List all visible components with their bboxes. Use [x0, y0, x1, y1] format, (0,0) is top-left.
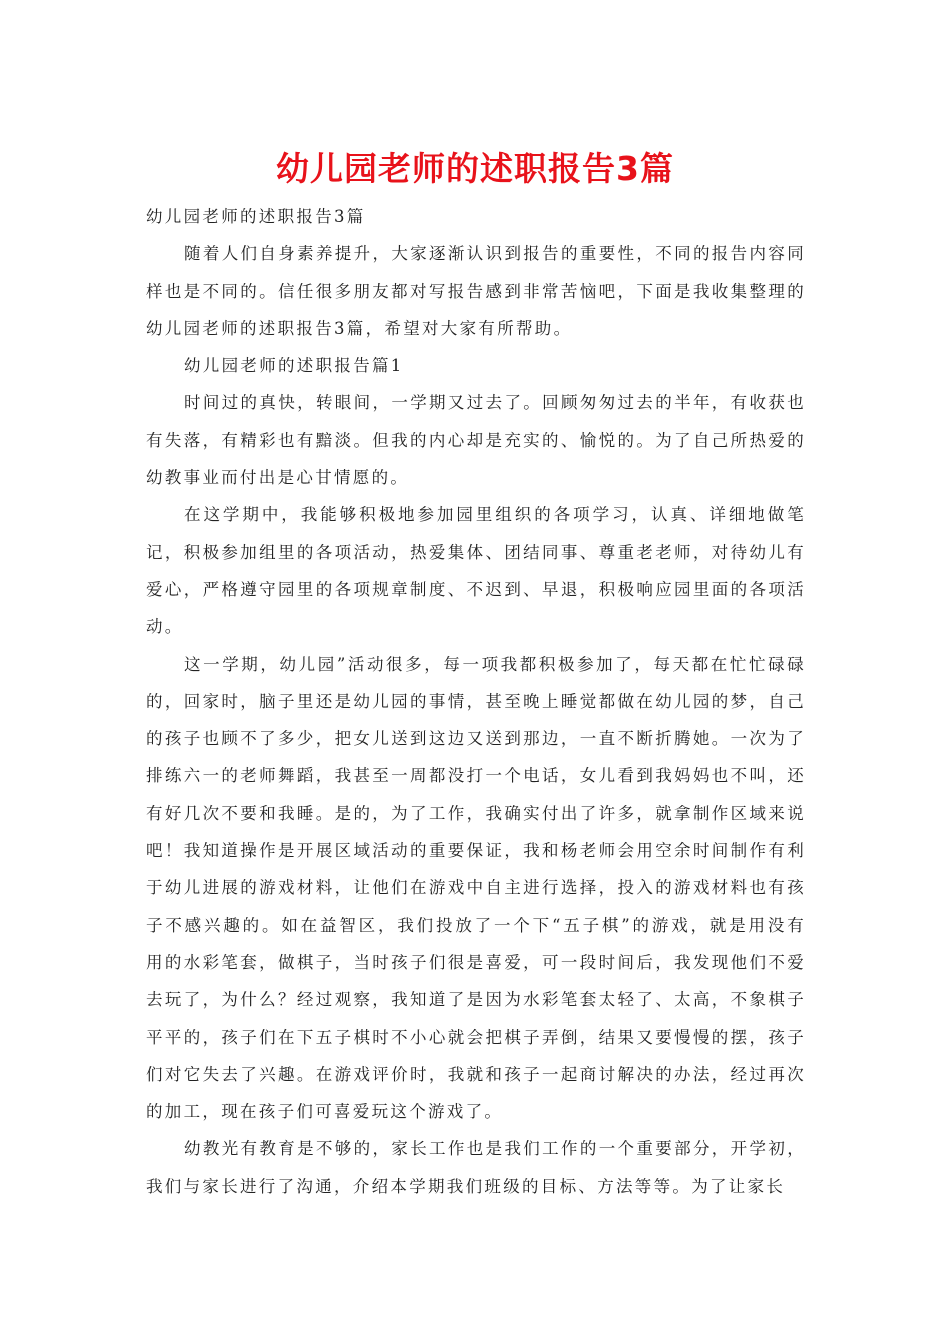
document-subtitle: 幼儿园老师的述职报告3篇 [146, 207, 366, 226]
intro-paragraph: 随着人们自身素养提升，大家逐渐认识到报告的重要性，不同的报告内容同样也是不同的。信任很多朋友都对写报告感到非常苦恼吧，下面是我收集整理的幼儿园老师的述职报告3篇，希望对大家有所帮助。 [146, 244, 806, 338]
body-paragraph: 这一学期，幼儿园”活动很多，每一项我都积极参加了，每天都在忙忙碌碌的，回家时，脑子里还是幼儿园的事情，甚至晚上睡觉都做在幼儿园的梦，自己的孩子也顾不了多少，把女儿送到这边又送到那边，一直不断折腾她。一次为了排练六一的老师舞蹈，我甚至一周都没打一个电话，女儿看到我妈妈也不叫，还有好几次不要和我睡。是的，为了工作，我确实付出了许多，就拿制作区域来说吧！我知道操作是开展区域活动的重要保证，我和杨老师会用空余时间制作有利于幼儿进展的游戏材料，让他们在游戏中自主进行选择，投入的游戏材料也有孩子不感兴趣的。如在益智区，我们投放了一个下“五子棋”的游戏，就是用没有用的水彩笔套，做棋子，当时孩子们很是喜爱，可一段时间后，我发现他们不爱去玩了，为什么？经过观察，我知道了是因为水彩笔套太轻了、太高，不象棋子平平的，孩子们在下五子棋时不小心就会把棋子弄倒，结果又要慢慢的摆，孩子们对它失去了兴趣。在游戏评价时，我就和孩子一起商讨解决的办法，经过再次的加工，现在孩子们可喜爱玩这个游戏了。 [146, 654, 806, 1122]
document-body [146, 198, 806, 1205]
section-heading: 幼儿园老师的述职报告篇1 [184, 356, 404, 376]
body-paragraph: 时间过的真快，转眼间，一学期又过去了。回顾匆匆过去的半年，有收获也有失落，有精彩也有黯淡。但我的内心却是充实的、愉悦的。为了自己所热爱的幼教事业而付出是心甘情愿的。 [146, 393, 806, 488]
body-paragraph: 在这学期中，我能够积极地参加园里组织的各项学习，认真、详细地做笔记，积极参加组里的各项活动，热爱集体、团结同事、尊重老老师，对待幼儿有爱心，严格遵守园里的各项规章制度、不迟到、早退，积极响应园里面的各项活动。 [146, 505, 806, 637]
body-paragraph: 幼教光有教育是不够的，家长工作也是我们工作的一个重要部分，开学初，我们与家长进行了沟通，介绍本学期我们班级的目标、方法等等。为了让家长 [146, 1139, 806, 1196]
document-title: 幼儿园老师的述职报告3篇 [276, 149, 674, 188]
